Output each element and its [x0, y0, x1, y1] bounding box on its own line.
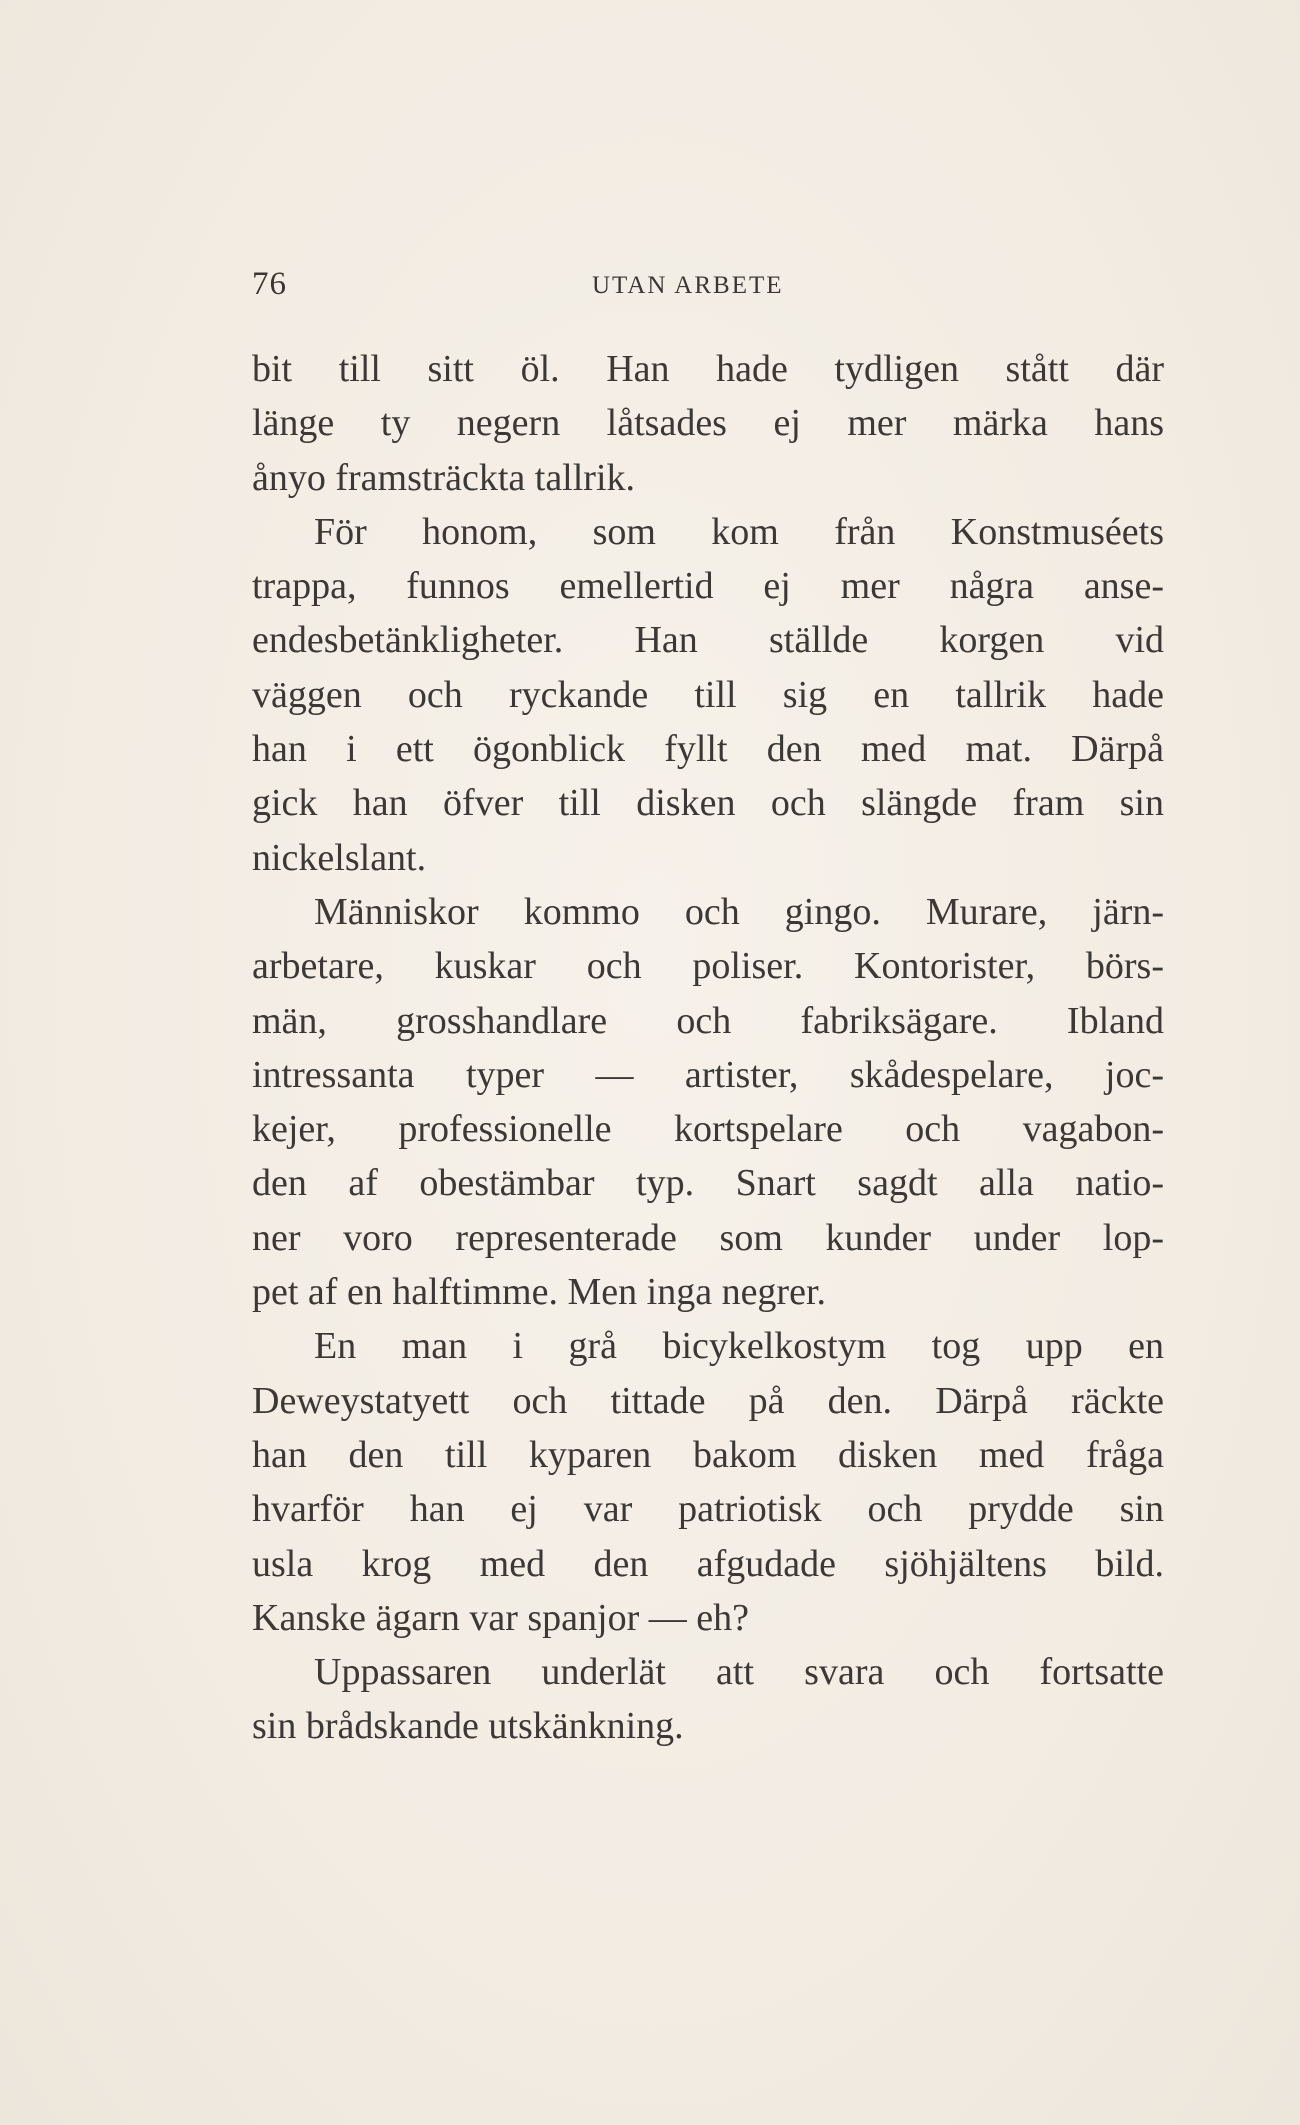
text-line: En man i grå bicykelkostym tog upp en [314, 1325, 1164, 1368]
text-line: endesbetänkligheter. Han ställde korgen vid [252, 619, 1164, 662]
text-line: Människor kommo och gingo. Murare, järn- [314, 890, 1164, 933]
text-line: pet af en halftimme. Men inga negrer. [252, 1271, 827, 1314]
text-line: bit till sitt öl. Han hade tydligen stått där [252, 348, 1164, 390]
body-text [252, 342, 1164, 1754]
text-line: Kanske ägarn var spanjor — eh? [252, 1596, 749, 1639]
text-line: han i ett ögonblick fyllt den med mat. Därpå [252, 728, 1164, 771]
text-line: länge ty negern låtsades ej mer märka hans [252, 402, 1164, 445]
text-line: gick han öfver till disken och slängde fram sin [252, 782, 1164, 825]
text-line: Deweystatyett och tittade på den. Därpå räckte [252, 1379, 1164, 1422]
text-line: Uppassaren underlät att svara och fortsatte [314, 1651, 1164, 1694]
text-line: den af obestämbar typ. Snart sagdt alla natio- [252, 1162, 1164, 1205]
text-line: kejer, professionelle kortspelare och vagabon- [252, 1108, 1164, 1151]
text-line: usla krog med den afgudade sjöhjältens bild. [252, 1542, 1164, 1585]
running-title: UTAN ARBETE [592, 272, 784, 299]
text-line: För honom, som kom från Konstmuséets [314, 510, 1164, 553]
text-line: ner voro representerade som kunder under lop- [252, 1216, 1164, 1259]
text-line: trappa, funnos emellertid ej mer några anse- [252, 565, 1164, 608]
page-number: 76 [252, 266, 287, 302]
page-header [252, 266, 1164, 310]
text-line: ånyo framsträckta tallrik. [252, 456, 636, 499]
text-line: väggen och ryckande till sig en tallrik hade [252, 673, 1164, 716]
text-line: arbetare, kuskar och poliser. Kontorister, börs- [252, 945, 1164, 988]
text-line: intressanta typer — artister, skådespelare, joc- [252, 1053, 1164, 1096]
text-line: nickelslant. [252, 836, 427, 879]
text-line: sin brådskande utskänkning. [252, 1705, 684, 1748]
text-line: män, grosshandlare och fabriksägare. Ibland [252, 999, 1164, 1042]
text-line: han den till kyparen bakom disken med fråga [252, 1433, 1164, 1476]
text-line: hvarför han ej var patriotisk och prydde sin [252, 1488, 1164, 1531]
